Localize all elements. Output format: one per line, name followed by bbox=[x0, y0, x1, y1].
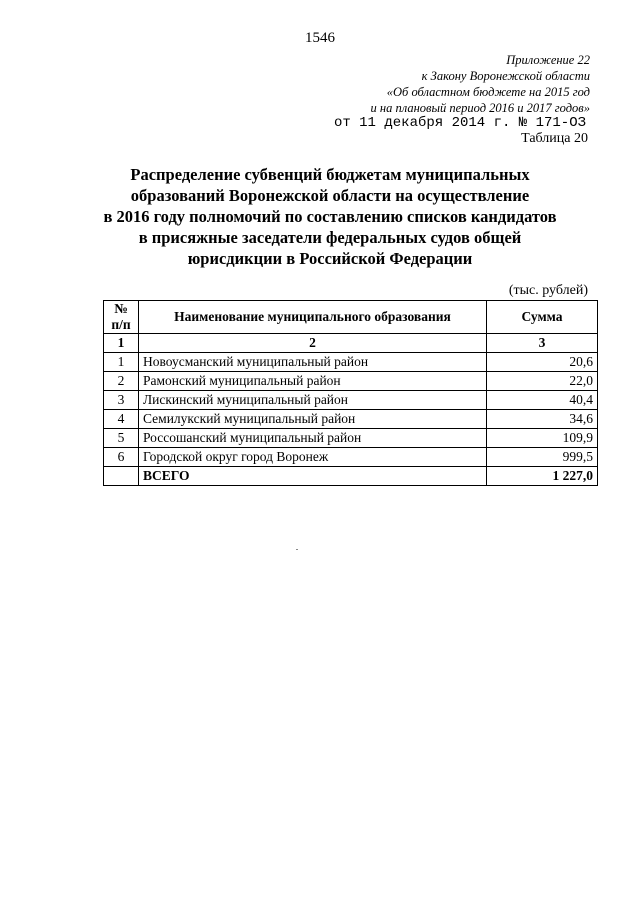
total-sum: 1 227,0 bbox=[487, 467, 598, 486]
table-row bbox=[104, 353, 598, 372]
total-number bbox=[104, 467, 139, 486]
table-row bbox=[104, 448, 598, 467]
row-sum: 999,5 bbox=[487, 448, 598, 467]
row-sum: 34,6 bbox=[487, 410, 598, 429]
document-title bbox=[80, 164, 580, 269]
subvention-table bbox=[103, 300, 598, 486]
row-number: 4 bbox=[104, 410, 139, 429]
index-cell: 1 bbox=[104, 334, 139, 353]
title-line: в 2016 году полномочий по составлению списков кандидатов bbox=[103, 207, 557, 226]
appendix-line: к Закону Воронежской области bbox=[421, 69, 590, 83]
index-cell: 2 bbox=[139, 334, 487, 353]
title-line: Распределение субвенций бюджетам муниципальных bbox=[130, 165, 530, 184]
header-name: Наименование муниципального образования bbox=[139, 301, 487, 334]
total-label: ВСЕГО bbox=[139, 467, 487, 486]
table-index-row bbox=[104, 334, 598, 353]
row-number: 1 bbox=[104, 353, 139, 372]
title-line: образований Воронежской области на осуществление bbox=[130, 186, 530, 205]
row-sum: 22,0 bbox=[487, 372, 598, 391]
table-header-row bbox=[104, 301, 598, 334]
row-sum: 20,6 bbox=[487, 353, 598, 372]
header-number-line: п/п bbox=[111, 317, 131, 332]
row-number: 5 bbox=[104, 429, 139, 448]
table-row bbox=[104, 391, 598, 410]
row-name: Лискинский муниципальный район bbox=[139, 391, 487, 410]
appendix-line: и на плановый период 2016 и 2017 годов» bbox=[370, 101, 590, 115]
table-row bbox=[104, 372, 598, 391]
appendix-line: Приложение 22 bbox=[506, 53, 590, 67]
index-cell: 3 bbox=[487, 334, 598, 353]
unit-label: (тыс. рублей) bbox=[508, 283, 588, 298]
row-number: 2 bbox=[104, 372, 139, 391]
scan-speck bbox=[296, 549, 298, 550]
row-sum: 40,4 bbox=[487, 391, 598, 410]
table-row bbox=[104, 410, 598, 429]
table-total-row bbox=[104, 467, 598, 486]
row-name: Новоусманский муниципальный район bbox=[139, 353, 487, 372]
title-line: юрисдикции в Российской Федерации bbox=[187, 249, 473, 268]
table-row bbox=[104, 429, 598, 448]
page-number: 1546 bbox=[305, 30, 335, 46]
header-sum: Сумма bbox=[487, 301, 598, 334]
row-number: 3 bbox=[104, 391, 139, 410]
row-name: Семилукский муниципальный район bbox=[139, 410, 487, 429]
title-line: в присяжные заседатели федеральных судов общей bbox=[138, 228, 522, 247]
law-date: от 11 декабря 2014 г. № 171-ОЗ bbox=[333, 115, 586, 131]
appendix-line: «Об областном бюджете на 2015 год bbox=[386, 85, 590, 99]
header-number-line: № bbox=[114, 301, 128, 316]
row-name: Городской округ город Воронеж bbox=[139, 448, 487, 467]
row-name: Рамонский муниципальный район bbox=[139, 372, 487, 391]
row-number: 6 bbox=[104, 448, 139, 467]
row-name: Россошанский муниципальный район bbox=[139, 429, 487, 448]
row-sum: 109,9 bbox=[487, 429, 598, 448]
header-number bbox=[104, 301, 139, 334]
appendix-block bbox=[371, 52, 590, 116]
table-label: Таблица 20 bbox=[521, 131, 588, 146]
